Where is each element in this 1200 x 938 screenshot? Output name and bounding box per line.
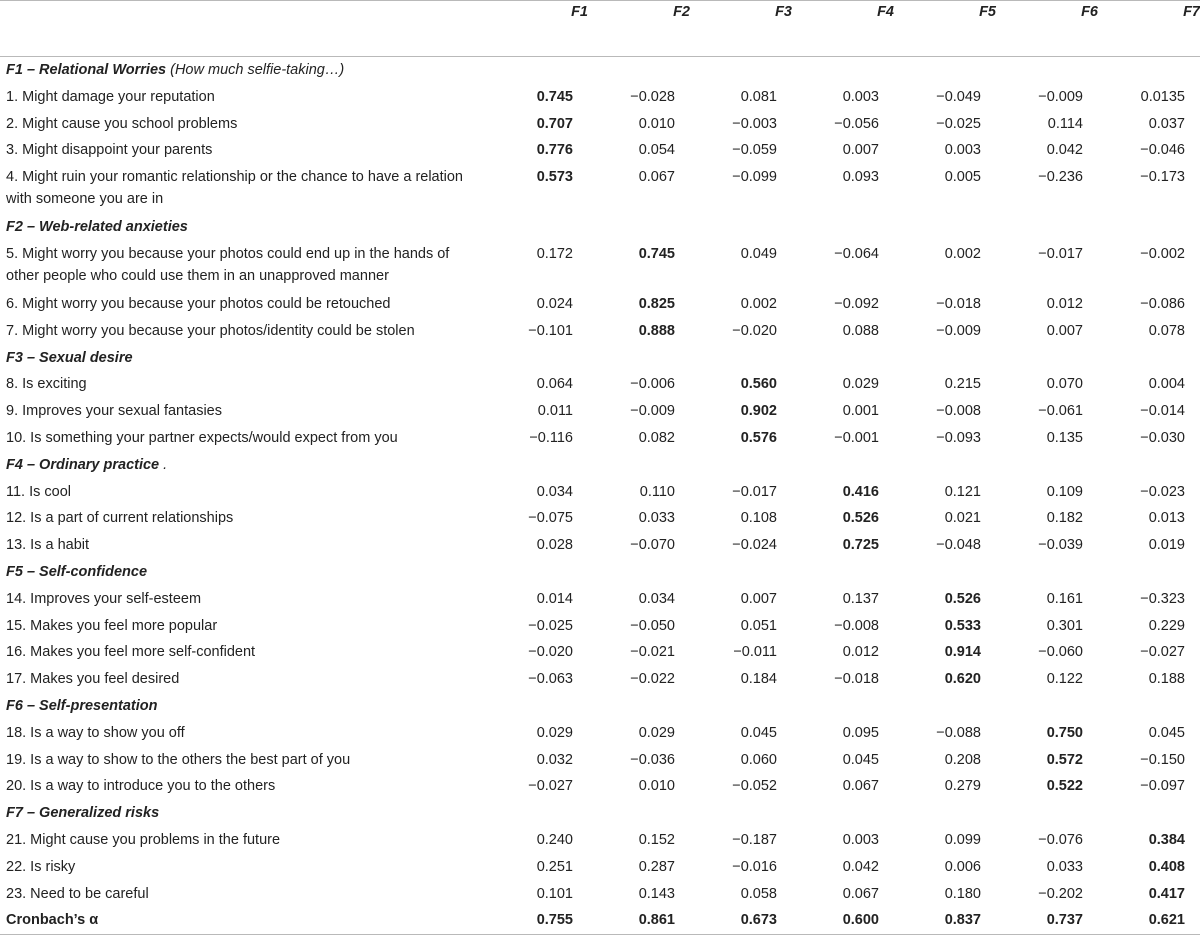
loading-cell-f4: −0.008 <box>834 617 879 634</box>
loading-cell-f5: 0.533 <box>944 617 981 634</box>
loading-cell-f7: 0.004 <box>1148 376 1185 393</box>
column-header-f4: F4 <box>877 4 894 20</box>
section-row <box>0 57 1200 84</box>
loading-cell-f4: −0.064 <box>834 245 879 262</box>
loading-cell-f6: −0.039 <box>1038 537 1083 554</box>
section-title: F2 – Web-related anxieties <box>6 219 188 236</box>
section-subtitle: . <box>159 456 168 473</box>
loading-cell-f6: −0.076 <box>1038 831 1083 848</box>
loading-cell-f7: 0.229 <box>1148 617 1185 634</box>
header-row <box>0 1 1200 57</box>
loading-cell-f3: 0.002 <box>740 295 777 312</box>
loading-cell-f5: 0.005 <box>944 169 981 186</box>
loading-cell-f7: 0.078 <box>1148 322 1185 339</box>
table-row <box>0 747 1200 774</box>
loading-cell-f5: 0.279 <box>944 778 981 795</box>
loading-cell-f7: −0.027 <box>1140 644 1185 661</box>
item-label: 18. Is a way to show you off <box>6 724 185 741</box>
loading-cell-f2: 0.888 <box>638 322 675 339</box>
loading-cell-f2: 0.287 <box>638 858 675 875</box>
section-title: F3 – Sexual desire <box>6 349 133 366</box>
column-header-f2: F2 <box>673 4 690 20</box>
loading-cell-f2: 0.034 <box>638 590 675 607</box>
loading-cell-f1: 0.172 <box>536 245 573 262</box>
loading-cell-f7: 0.037 <box>1148 115 1185 132</box>
loading-cell-f3: 0.049 <box>740 245 777 262</box>
loading-cell-f5: −0.008 <box>936 403 981 420</box>
loading-cell-f1: 0.064 <box>536 376 573 393</box>
table-row <box>0 479 1200 506</box>
table-row <box>0 241 1200 291</box>
section-heading <box>0 800 1200 827</box>
loading-cell-f7: −0.023 <box>1140 483 1185 500</box>
item-label: 6. Might worry you because your photos could be retouched <box>6 295 391 312</box>
table-row <box>0 827 1200 854</box>
loading-cell-f6: −0.060 <box>1038 644 1083 661</box>
alpha-cell-f3: 0.673 <box>690 907 792 934</box>
loading-cell-f2: 0.067 <box>638 169 675 186</box>
loading-cell-f4: 0.029 <box>842 376 879 393</box>
loading-cell-f5: 0.208 <box>944 751 981 768</box>
loading-cell-f5: 0.121 <box>944 483 981 500</box>
loading-cell-f7: −0.030 <box>1140 429 1185 446</box>
table-row <box>0 425 1200 452</box>
section-title: F6 – Self-presentation <box>6 697 158 714</box>
loading-cell-f4: −0.092 <box>834 295 879 312</box>
loading-cell-f2: 0.152 <box>638 831 675 848</box>
loading-cell-f1: 0.028 <box>536 537 573 554</box>
loading-cell-f3: −0.011 <box>733 644 777 661</box>
section-row <box>0 345 1200 372</box>
loading-cell-f6: −0.202 <box>1038 885 1083 902</box>
loading-cell-f3: −0.017 <box>732 483 777 500</box>
loading-cell-f6: 0.070 <box>1046 376 1083 393</box>
loading-cell-f5: −0.048 <box>936 537 981 554</box>
item-label: 21. Might cause you problems in the future <box>6 831 281 848</box>
loading-cell-f1: −0.020 <box>528 644 573 661</box>
loading-cell-f2: 0.825 <box>638 295 675 312</box>
loading-cell-f7: −0.046 <box>1140 142 1185 159</box>
item-label: 17. Makes you feel desired <box>6 671 180 688</box>
loading-cell-f1: 0.251 <box>536 858 573 875</box>
loading-cell-f4: 0.725 <box>842 537 879 554</box>
section-heading <box>0 345 1200 372</box>
section-row <box>0 559 1200 586</box>
alpha-cell-f5: 0.837 <box>894 907 996 934</box>
section-row <box>0 452 1200 479</box>
table-row <box>0 720 1200 747</box>
section-heading <box>0 214 1200 241</box>
table-row <box>0 532 1200 559</box>
item-label: 1. Might damage your reputation <box>6 88 215 105</box>
loading-cell-f3: 0.576 <box>740 429 777 446</box>
loading-cell-f3: −0.099 <box>732 169 777 186</box>
loading-cell-f6: 0.109 <box>1046 483 1083 500</box>
loading-cell-f1: 0.014 <box>536 590 573 607</box>
loading-cell-f2: 0.143 <box>638 885 675 902</box>
loading-cell-f5: 0.003 <box>944 142 981 159</box>
loading-cell-f1: 0.011 <box>537 403 573 420</box>
loading-cell-f2: 0.010 <box>638 778 675 795</box>
loading-cell-f1: 0.032 <box>536 751 573 768</box>
loading-cell-f4: 0.045 <box>842 751 879 768</box>
loading-cell-f6: 0.750 <box>1046 724 1083 741</box>
loading-cell-f4: 0.095 <box>842 724 879 741</box>
loading-cell-f1: 0.776 <box>536 142 573 159</box>
loading-cell-f5: 0.021 <box>944 510 981 527</box>
loading-cell-f2: −0.070 <box>630 537 675 554</box>
loading-cell-f6: 0.161 <box>1046 590 1083 607</box>
table-row <box>0 505 1200 532</box>
table-row <box>0 586 1200 613</box>
loading-cell-f2: −0.022 <box>630 671 675 688</box>
loading-cell-f1: 0.240 <box>536 831 573 848</box>
loading-cell-f3: −0.003 <box>732 115 777 132</box>
loading-cell-f4: 0.042 <box>842 858 879 875</box>
loading-cell-f3: 0.007 <box>740 590 777 607</box>
loading-cell-f3: 0.081 <box>740 88 777 105</box>
loading-cell-f1: 0.707 <box>536 115 573 132</box>
loading-cell-f3: 0.045 <box>740 724 777 741</box>
loading-cell-f2: 0.745 <box>638 245 675 262</box>
section-heading <box>0 57 1200 84</box>
table-row <box>0 137 1200 164</box>
loading-cell-f7: −0.323 <box>1140 590 1185 607</box>
loading-cell-f7: 0.013 <box>1148 510 1185 527</box>
loading-cell-f3: 0.560 <box>740 376 777 393</box>
column-header-f6: F6 <box>1081 4 1098 20</box>
table-row <box>0 371 1200 398</box>
loading-cell-f6: 0.522 <box>1046 778 1083 795</box>
loading-cell-f5: −0.018 <box>936 295 981 312</box>
item-label: 23. Need to be careful <box>6 885 149 902</box>
loading-cell-f1: −0.116 <box>529 429 573 446</box>
item-label: 4. Might ruin your romantic relationship or the chance to have a relation with someone you are in <box>6 169 463 208</box>
item-label: 8. Is exciting <box>6 376 87 393</box>
table-body <box>0 57 1200 935</box>
item-label: 7. Might worry you because your photos/identity could be stolen <box>6 322 415 339</box>
loading-cell-f1: 0.034 <box>536 483 573 500</box>
loading-cell-f1: 0.029 <box>536 724 573 741</box>
alpha-cell-f1: 0.755 <box>486 907 588 934</box>
loading-cell-f3: 0.902 <box>740 403 777 420</box>
loading-cell-f3: −0.024 <box>732 537 777 554</box>
loading-cell-f4: 0.012 <box>842 644 879 661</box>
loading-cell-f5: −0.049 <box>936 88 981 105</box>
loading-cell-f3: 0.058 <box>740 885 777 902</box>
table-row <box>0 881 1200 908</box>
table-row <box>0 666 1200 693</box>
table-row <box>0 291 1200 318</box>
loading-cell-f3: 0.108 <box>740 510 777 527</box>
loading-cell-f5: −0.009 <box>936 322 981 339</box>
loading-cell-f6: −0.236 <box>1038 169 1083 186</box>
table-row <box>0 318 1200 345</box>
column-header-f5: F5 <box>979 4 996 20</box>
loading-cell-f7: 0.0135 <box>1140 88 1185 105</box>
item-label: 20. Is a way to introduce you to the others <box>6 778 276 795</box>
loading-cell-f7: −0.097 <box>1140 778 1185 795</box>
item-label: 10. Is something your partner expects/would expect from you <box>6 429 398 446</box>
loading-cell-f6: −0.009 <box>1038 88 1083 105</box>
loading-cell-f6: 0.182 <box>1046 510 1083 527</box>
loading-cell-f4: 0.088 <box>842 322 879 339</box>
loading-cell-f7: 0.384 <box>1148 831 1185 848</box>
loading-cell-f1: −0.027 <box>528 778 573 795</box>
table-row <box>0 398 1200 425</box>
loading-cell-f7: 0.045 <box>1148 724 1185 741</box>
item-label: 2. Might cause you school problems <box>6 115 238 132</box>
loading-cell-f1: −0.025 <box>528 617 573 634</box>
loading-cell-f5: −0.088 <box>936 724 981 741</box>
alpha-cell-f2: 0.861 <box>588 907 690 934</box>
item-label: 14. Improves your self-esteem <box>6 590 202 607</box>
loading-cell-f2: −0.050 <box>630 617 675 634</box>
loading-cell-f5: 0.099 <box>944 831 981 848</box>
loading-cell-f2: 0.033 <box>638 510 675 527</box>
loading-cell-f2: −0.036 <box>630 751 675 768</box>
section-title: F1 – Relational Worries <box>6 62 167 78</box>
loading-cell-f6: 0.012 <box>1046 295 1083 312</box>
loading-cell-f1: 0.024 <box>536 295 573 312</box>
loading-cell-f6: 0.114 <box>1047 115 1083 132</box>
item-label: 5. Might worry you because your photos could end up in the hands of other people who could use them in an unapproved manner <box>6 245 450 284</box>
item-label: 11. Is cool <box>6 483 72 500</box>
loading-cell-f7: −0.086 <box>1140 295 1185 312</box>
item-label: 12. Is a part of current relationships <box>6 510 234 527</box>
loading-cell-f4: 0.137 <box>842 590 879 607</box>
alpha-cell-f6: 0.737 <box>996 907 1098 934</box>
loading-cell-f5: 0.006 <box>944 858 981 875</box>
table-header <box>0 1 1200 57</box>
loading-cell-f7: 0.019 <box>1148 537 1185 554</box>
loading-cell-f4: 0.001 <box>842 403 879 420</box>
column-header-f1: F1 <box>571 4 588 20</box>
loading-cell-f7: −0.002 <box>1140 245 1185 262</box>
item-label: 19. Is a way to show to the others the best part of you <box>6 751 351 768</box>
loading-cell-f2: 0.110 <box>639 483 675 500</box>
loading-cell-f4: 0.007 <box>842 142 879 159</box>
item-label: 13. Is a habit <box>6 537 90 554</box>
section-title: F7 – Generalized risks <box>6 805 160 822</box>
loading-cell-f2: 0.082 <box>638 429 675 446</box>
loading-cell-f3: 0.051 <box>740 617 777 634</box>
section-heading <box>0 693 1200 720</box>
alpha-cell-f4: 0.600 <box>792 907 894 934</box>
item-label: 22. Is risky <box>6 858 76 875</box>
table-row <box>0 613 1200 640</box>
loading-cell-f1: −0.063 <box>528 671 573 688</box>
loading-cell-f3: 0.060 <box>740 751 777 768</box>
loading-cell-f2: −0.021 <box>630 644 675 661</box>
loading-cell-f6: −0.017 <box>1038 245 1083 262</box>
section-subtitle: (How much selfie-taking…) <box>166 62 345 78</box>
section-heading <box>0 452 1200 479</box>
table-row <box>0 84 1200 111</box>
loading-cell-f3: −0.016 <box>732 858 777 875</box>
loading-cell-f3: −0.187 <box>732 831 777 848</box>
item-label: 16. Makes you feel more self-confident <box>6 644 256 661</box>
loading-cell-f1: −0.075 <box>528 510 573 527</box>
section-title: F5 – Self-confidence <box>6 563 148 580</box>
loading-cell-f5: 0.620 <box>944 671 981 688</box>
header-blank-cell <box>0 1 486 57</box>
loading-cell-f4: 0.526 <box>842 510 879 527</box>
column-header-f7: F7 <box>1183 4 1200 20</box>
table-row <box>0 854 1200 881</box>
loading-cell-f4: −0.018 <box>834 671 879 688</box>
loading-cell-f4: −0.056 <box>834 115 879 132</box>
loading-cell-f6: 0.301 <box>1046 617 1083 634</box>
loading-cell-f1: −0.101 <box>528 322 573 339</box>
loading-cell-f3: 0.184 <box>740 671 777 688</box>
loading-cell-f4: −0.001 <box>834 429 879 446</box>
table-row <box>0 773 1200 800</box>
item-label: 9. Improves your sexual fantasies <box>6 403 222 420</box>
loading-cell-f7: 0.417 <box>1148 885 1185 902</box>
item-label: 3. Might disappoint your parents <box>6 142 213 159</box>
loading-cell-f7: 0.188 <box>1148 671 1185 688</box>
table-row <box>0 639 1200 666</box>
cronbach-alpha-row <box>0 907 1200 934</box>
loading-cell-f4: 0.067 <box>842 885 879 902</box>
loading-cell-f2: −0.006 <box>630 376 675 393</box>
item-label: 15. Makes you feel more popular <box>6 617 218 634</box>
loading-cell-f7: −0.014 <box>1140 403 1185 420</box>
table-row <box>0 164 1200 214</box>
loading-cell-f6: 0.122 <box>1046 671 1083 688</box>
loading-cell-f7: 0.408 <box>1148 858 1185 875</box>
loading-cell-f5: 0.215 <box>944 376 981 393</box>
section-row <box>0 800 1200 827</box>
loading-cell-f4: 0.003 <box>842 831 879 848</box>
loading-cell-f3: −0.052 <box>732 778 777 795</box>
loading-cell-f7: −0.173 <box>1140 169 1185 186</box>
alpha-cell-f7: 0.621 <box>1098 907 1200 934</box>
cronbach-alpha-label: Cronbach’s α <box>0 907 486 934</box>
section-row <box>0 214 1200 241</box>
loading-cell-f5: 0.180 <box>944 885 981 902</box>
loading-cell-f2: 0.054 <box>638 142 675 159</box>
loading-cell-f2: −0.009 <box>630 403 675 420</box>
loading-cell-f6: 0.007 <box>1046 322 1083 339</box>
loading-cell-f4: 0.067 <box>842 778 879 795</box>
loading-cell-f4: 0.416 <box>842 483 879 500</box>
loading-cell-f2: 0.029 <box>638 724 675 741</box>
loading-cell-f1: 0.101 <box>536 885 573 902</box>
loading-cell-f1: 0.745 <box>536 88 573 105</box>
loading-cell-f3: −0.059 <box>732 142 777 159</box>
section-heading <box>0 559 1200 586</box>
section-row <box>0 693 1200 720</box>
loading-cell-f2: 0.010 <box>638 115 675 132</box>
section-title: F4 – Ordinary practice <box>6 456 160 473</box>
loading-cell-f2: −0.028 <box>630 88 675 105</box>
loading-cell-f6: 0.042 <box>1046 142 1083 159</box>
loading-cell-f4: 0.093 <box>842 169 879 186</box>
loading-cell-f6: 0.572 <box>1046 751 1083 768</box>
loading-cell-f5: 0.914 <box>944 644 981 661</box>
loading-cell-f5: −0.025 <box>936 115 981 132</box>
column-header-f3: F3 <box>775 4 792 20</box>
loading-cell-f4: 0.003 <box>842 88 879 105</box>
loading-cell-f5: 0.002 <box>944 245 981 262</box>
loading-cell-f6: 0.135 <box>1046 429 1083 446</box>
loading-cell-f5: −0.093 <box>936 429 981 446</box>
loading-cell-f7: −0.150 <box>1140 751 1185 768</box>
loading-cell-f1: 0.573 <box>536 169 573 186</box>
loading-cell-f6: −0.061 <box>1038 403 1083 420</box>
loading-cell-f6: 0.033 <box>1046 858 1083 875</box>
table-row <box>0 111 1200 138</box>
loading-cell-f5: 0.526 <box>944 590 981 607</box>
loading-cell-f3: −0.020 <box>732 322 777 339</box>
